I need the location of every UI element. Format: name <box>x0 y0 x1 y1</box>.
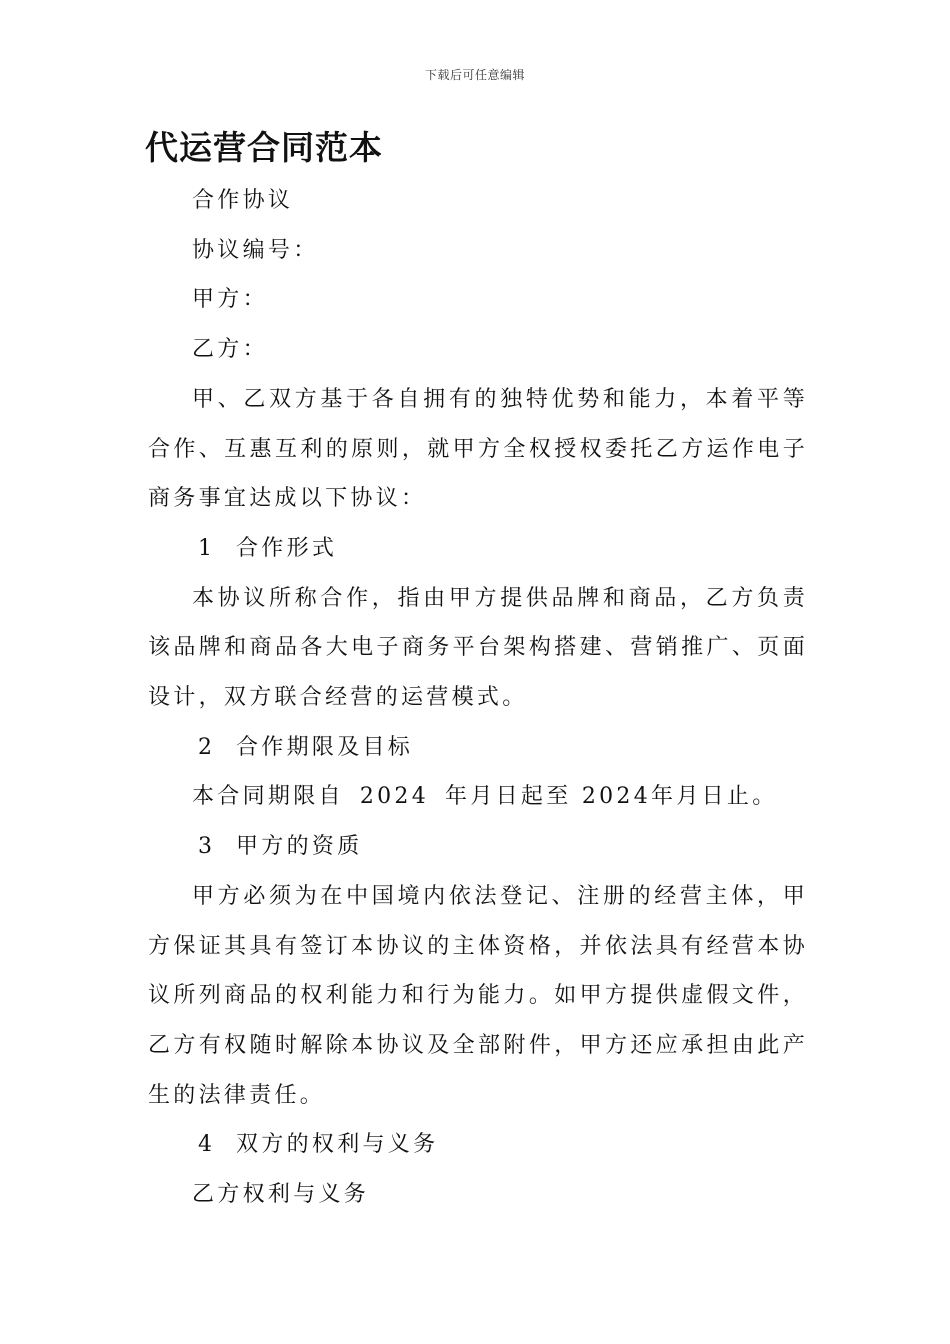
term-middle: 年月日起至 <box>445 784 572 810</box>
section-heading-1 <box>148 524 808 574</box>
term-prefix: 本合同期限自 <box>192 784 344 810</box>
section-heading-3 <box>148 822 808 872</box>
term-suffix: 年月日止。 <box>651 784 778 810</box>
page-header-note: 下载后可任意编辑 <box>424 68 525 82</box>
party-b-label: 乙方： <box>192 337 268 363</box>
section-title: 合作形式 <box>236 535 338 561</box>
party-a-label: 甲方： <box>192 287 268 313</box>
section-number: 3 <box>198 834 216 860</box>
section-body-2 <box>148 772 808 822</box>
document-body <box>148 176 808 1220</box>
section-title: 甲方的资质 <box>236 834 363 860</box>
preamble-paragraph: 甲、乙双方基于各自拥有的独特优势和能力，本着平等合作、互惠互利的原则，就甲方全权授权委托乙方运作电子商务事宜达成以下协议： <box>148 386 808 512</box>
section-subheading-4: 乙方权利与义务 <box>192 1182 370 1208</box>
section-heading-2 <box>148 723 808 773</box>
term-end-year: 2024 <box>581 784 652 810</box>
agreement-name: 合作协议 <box>192 188 294 213</box>
section-heading-4 <box>148 1120 808 1170</box>
section-title: 合作期限及目标 <box>236 734 414 760</box>
section-body-1: 本协议所称合作，指由甲方提供品牌和商品，乙方负责该品牌和商品各大电子商务平台架构搭建、营销推广、页面设计，双方联合经营的运营模式。 <box>148 585 808 711</box>
document-title: 代运营合同范本 <box>145 128 383 167</box>
section-number: 2 <box>198 734 216 760</box>
agreement-number-label: 协议编号： <box>192 237 319 263</box>
section-number: 1 <box>198 535 216 561</box>
section-number: 4 <box>198 1132 216 1158</box>
section-body-3: 甲方必须为在中国境内依法登记、注册的经营主体，甲方保证其具有签订本协议的主体资格，并依法具有经营本协议所列商品的权利能力和行为能力。如甲方提供虚假文件，乙方有权随时解除本协议及全部附件，甲方还应承担由此产生的法律责任。 <box>148 883 808 1108</box>
section-title: 双方的权利与义务 <box>236 1132 439 1158</box>
term-start-year: 2024 <box>359 784 430 810</box>
